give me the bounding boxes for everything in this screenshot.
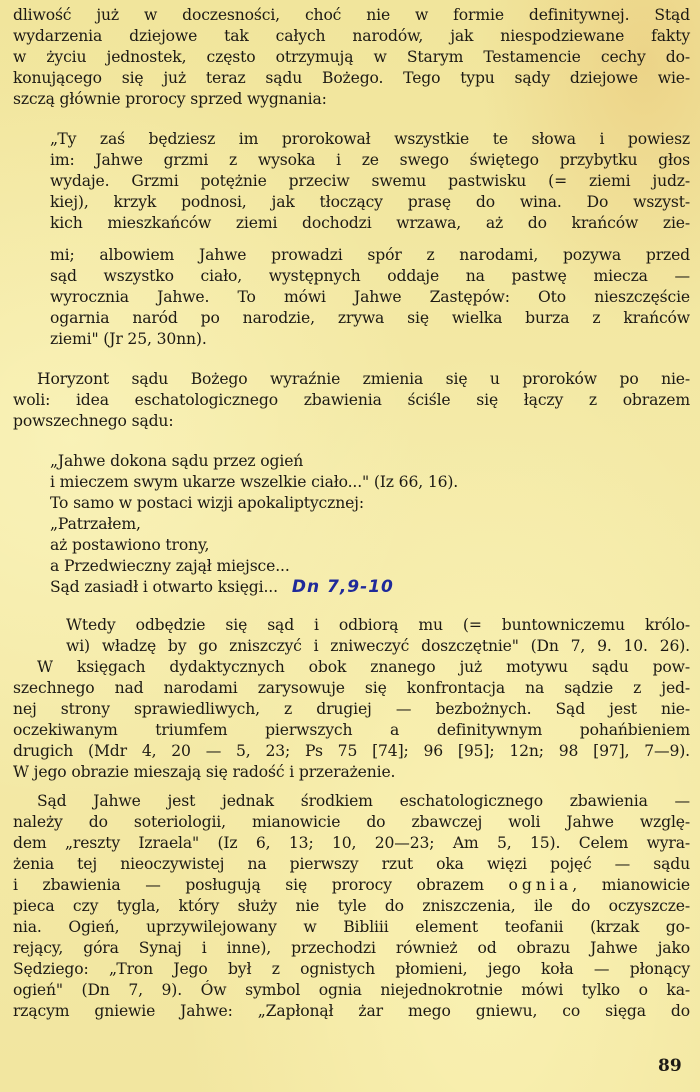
- paragraph-line: nia. Ogień, uprzywilejowany w Bibliii element teofanii (krzak go-: [13, 918, 690, 936]
- quote-line: wi) władzę by go zniszczyć i zniweczyć doszczętnie" (Dn 7, 9. 10. 26).: [66, 637, 690, 655]
- paragraph-line: oczekiwanym triumfem pierwszych a definitywnym pohańbieniem: [13, 721, 690, 739]
- quote-line: ogarnia naród po narodzie, zrywa się wielka burza z krańców: [50, 309, 690, 327]
- paragraph-line: [13, 875, 690, 895]
- paragraph-line: rejący, góra Synaj i inne), przechodzi również od obrazu Jahwe jako: [13, 939, 690, 957]
- paragraph-line: Sędziego: „Tron Jego był z ognistych płomieni, jego koła — płonący: [13, 960, 690, 978]
- paragraph-line: drugich (Mdr 4, 20 — 5, 23; Ps 75 [74]; 96 [95]; 12n; 98 [97], 7—9).: [13, 742, 690, 760]
- paragraph-line: dem „reszty Izraela" (Iz 6, 13; 10, 20—23; Am 5, 15). Celem wyra-: [13, 834, 690, 852]
- quote-line: „Ty zaś będziesz im prorokował wszystkie te słowa i powiesz: [50, 130, 690, 148]
- paragraph-line: pieca czy tygla, który służy nie tyle do zniszczenia, ile do oczyszcze-: [13, 897, 690, 915]
- paragraph-line: rzącym gniewie Jahwe: „Zapłonął żar mego gniewu, co sięga do: [13, 1002, 690, 1020]
- emphasized-word: ognia: [508, 876, 573, 894]
- quote-line: kiej), krzyk podnosi, jak tłoczący prasę do wina. Do wszyst-: [50, 193, 690, 211]
- quote-line: mi; albowiem Jahwe prowadzi spór z narodami, pozywa przed: [50, 246, 690, 264]
- line-text: i zbawienia — posługują się prorocy obrazem: [13, 876, 484, 894]
- paragraph-line: ogień" (Dn 7, 9). Ów symbol ognia niejednokrotnie mówi tylko o ka-: [13, 981, 690, 999]
- paragraph-line: W księgach dydaktycznych obok znanego już motywu sądu pow-: [37, 658, 690, 676]
- verse-line: a Przedwieczny zajął miejsce...: [50, 557, 290, 575]
- paragraph-line: Horyzont sądu Bożego wyraźnie zmienia się u proroków po nie-: [37, 370, 690, 388]
- handwritten-annotation: Dn 7,9-10: [291, 577, 394, 597]
- paragraph-line: W jego obrazie mieszają się radość i przerażenie.: [13, 763, 396, 781]
- verse-line: „Patrzałem,: [50, 515, 141, 533]
- paragraph-line: wydarzenia dziejowe tak całych narodów, jak niespodziewane fakty: [13, 27, 690, 45]
- paragraph-line: powszechnego sądu:: [13, 412, 174, 430]
- paragraph-line: woli: idea eschatologicznego zbawienia ściśle się łączy z obrazem: [13, 391, 690, 409]
- paragraph-line: w życiu jednostek, często otrzymują w Starym Testamencie cechy do-: [13, 48, 690, 66]
- verse-line: aż postawiono trony,: [50, 536, 210, 554]
- verse-line: [50, 577, 690, 597]
- quote-line: sąd wszystko ciało, występnych oddaje na pastwę miecza —: [50, 267, 690, 285]
- verse-line: i mieczem swym ukarze wszelkie ciało..." (Iz 66, 16).: [50, 473, 459, 491]
- line-text: , mianowicie: [572, 876, 690, 894]
- verse-line: „Jahwe dokona sądu przez ogień: [50, 452, 304, 470]
- quote-line: Wtedy odbędzie się sąd i odbiorą mu (= buntowniczemu królo-: [66, 616, 690, 634]
- quote-line: im: Jahwe grzmi z wysoka i ze swego świętego przybytku głos: [50, 151, 690, 169]
- paragraph-line: żenia tej nieoczywistej na pierwszy rzut oka więzi pojęć — sądu: [13, 855, 690, 873]
- paragraph-line: szechnego nad narodami zarysowuje się konfrontacja na sądzie z jed-: [13, 679, 690, 697]
- quote-line: wyrocznia Jahwe. To mówi Jahwe Zastępów: Oto nieszczęście: [50, 288, 690, 306]
- paragraph-line: dliwość już w doczesności, choć nie w formie definitywnej. Stąd: [13, 6, 690, 24]
- paragraph-line: należy do soteriologii, mianowicie do zbawczej woli Jahwe wzglę-: [13, 813, 690, 831]
- quote-line: ziemi" (Jr 25, 30nn).: [50, 330, 207, 348]
- paragraph-line: szczą głównie prorocy sprzed wygnania:: [13, 90, 327, 108]
- quote-line: wydaje. Grzmi potężnie przeciw swemu pastwisku (= ziemi judz-: [50, 172, 690, 190]
- quote-line: kich mieszkańców ziemi dochodzi wrzawa, aż do krańców zie-: [50, 214, 690, 232]
- paragraph-line: Sąd Jahwe jest jednak środkiem eschatologicznego zbawienia —: [37, 792, 690, 810]
- verse-text: Sąd zasiadł i otwarto księgi...: [50, 578, 278, 596]
- page-number: 89: [658, 1056, 682, 1076]
- verse-line: To samo w postaci wizji apokaliptycznej:: [50, 494, 364, 512]
- paragraph-line: nej strony sprawiedliwych, z drugiej — bezbożnych. Sąd jest nie-: [13, 700, 690, 718]
- paragraph-line: konującego się już teraz sądu Bożego. Tego typu sądy dziejowe wie-: [13, 69, 690, 87]
